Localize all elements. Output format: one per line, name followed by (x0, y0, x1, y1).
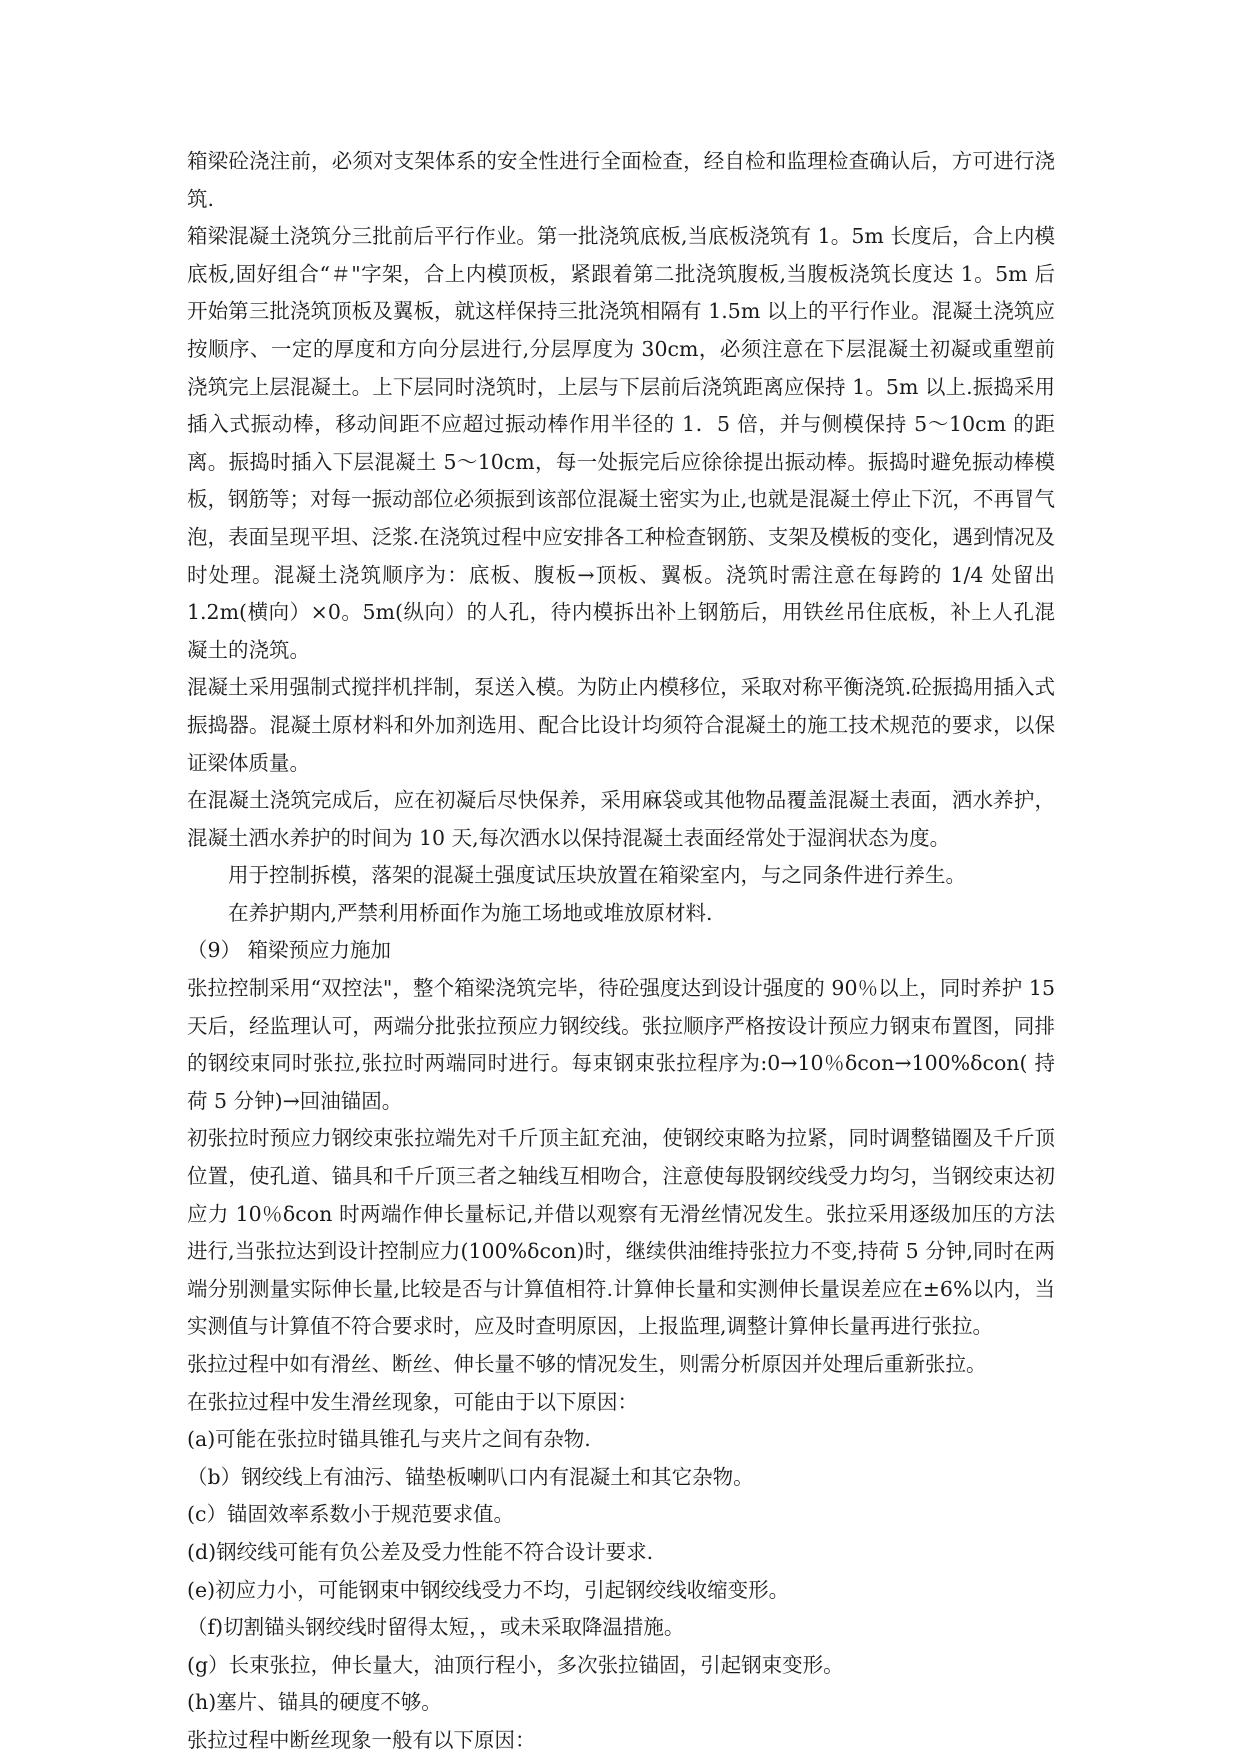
paragraph-tension-control: 张拉控制采用“双控法"，整个箱梁浇筑完毕，待砼强度达到设计强度的 90％以上，同时养护 15 天后，经监理认可，两端分批张拉预应力钢绞线。张拉顺序严格按设计预应力钢束布置图，同排的钢绞束同时张拉,张拉时两端同时进行。每束钢束张拉程序为:0→10％δcon→100%δcon( 持荷 5 分钟)→回油锚固。 (187, 976, 1055, 1113)
paragraph-pouring-sequence: 箱梁混凝土浇筑分三批前后平行作业。第一批浇筑底板,当底板浇筑有 1。5m 长度后，合上内模底板,固好组合“＃"字架，合上内模顶板，紧跟着第二批浇筑腹板,当腹板浇筑长度达 1。5m 后开始第三批浇筑顶板及翼板，就这样保持三批浇筑相隔有 1.5m 以上的平行作业。混凝土浇筑应按顺序、一定的厚度和方向分层进行,分层厚度为 30cm，必须注意在下层混凝土初凝或重塑前浇筑完上层混凝土。上下层同时浇筑时，上层与下层前后浇筑距离应保持 1。5m 以上.振捣采用插入式振动棒，移动间距不应超过振动棒作用半径的 1．5 倍，并与侧模保持 5～10cm 的距离。振捣时插入下层混凝土 5～10cm，每一处振完后应徐徐提出振动棒。振捣时避免振动棒模板，钢筋等；对每一振动部位必须振到该部位混凝土密实为止,也就是混凝土停止下沉，不再冒气泡，表面呈现平坦、泛浆.在浇筑过程中应安排各工种检查钢筋、支架及模板的变化，遇到情况及时处理。混凝土浇筑顺序为：底板、腹板→顶板、翼板。浇筑时需注意在每跨的 1/4 处留出 1.2m(横向）×0。5m(纵向）的人孔，待内模拆出补上钢筋后，用铁丝吊住底板，补上人孔混凝土的浇筑。 (187, 224, 1055, 662)
paragraph-curing: 在混凝土浇筑完成后，应在初凝后尽快保养，采用麻袋或其他物品覆盖混凝土表面，洒水养护，混凝土洒水养护的时间为 10 天,每次洒水以保持混凝土表面经常处于湿润状态为度。 (187, 788, 1055, 850)
paragraph-break-causes-intro: 张拉过程中断丝现象一般有以下原因： (187, 1727, 536, 1752)
document-body (187, 143, 1055, 1760)
list-item-cause-e: (e)初应力小，可能钢束中钢绞线受力不均，引起钢绞线收缩变形。 (187, 1577, 790, 1602)
paragraph-tension-issues: 张拉过程中如有滑丝、断丝、伸长量不够的情况发生，则需分析原因并处理后重新张拉。 (187, 1352, 987, 1376)
paragraph-pouring-inspection: 箱梁砼浇注前，必须对支架体系的安全性进行全面检查，经自检和监理检查确认后，方可进行浇筑. (187, 149, 1055, 211)
paragraph-mixing: 混凝土采用强制式搅拌机拌制，泵送入模。为防止内模移位，采取对称平衡浇筑.砼振捣用插入式振捣器。混凝土原材料和外加剂选用、配合比设计均须符合混凝土的施工技术规范的要求，以保证梁体质量。 (187, 675, 1055, 775)
paragraph-test-blocks: 用于控制拆模，落架的混凝土强度试压块放置在箱梁室内，与之同条件进行养生。 (228, 863, 966, 888)
list-item-cause-f: （f)切割锚头钢绞线时留得太短，，或未采取降温措施。 (187, 1615, 685, 1640)
list-item-cause-b: （b）钢绞线上有油污、锚垫板喇叭口内有混凝土和其它杂物。 (187, 1464, 754, 1489)
paragraph-initial-tension: 初张拉时预应力钢绞束张拉端先对千斤顶主缸充油，使钢绞束略为拉紧，同时调整锚圈及千斤顶位置，使孔道、锚具和千斤顶三者之轴线互相吻合，注意使每股钢绞线受力均匀，当钢绞束达初应力 10％δcon 时两端作伸长量标记,并借以观察有无滑丝情况发生。张拉采用逐级加压的方法进行,当张拉达到设计控制应力(100%δcon)时，继续供油维持张拉力不变,持荷 5 分钟,同时在两端分别测量实际伸长量,比较是否与计算值相符.计算伸长量和实测伸长量误差应在±6%以内，当实测值与计算值不符合要求时，应及时查明原因，上报监理,调整计算伸长量再进行张拉。 (187, 1126, 1055, 1339)
list-item-cause-a: (a)可能在张拉时锚具锥孔与夹片之间有杂物. (187, 1427, 591, 1452)
list-item-cause-h: (h)塞片、锚具的硬度不够。 (187, 1690, 442, 1715)
paragraph-curing-restriction: 在养护期内,严禁利用桥面作为施工场地或堆放原材料. (228, 900, 713, 925)
list-item-cause-g: (g）长束张拉，伸长量大，油顶行程小，多次张拉锚固，引起钢束变形。 (187, 1652, 844, 1677)
list-item-cause-d: (d)钢绞线可能有负公差及受力性能不符合设计要求. (187, 1539, 654, 1564)
list-item-cause-c: (c）锚固效率系数小于规范要求值。 (187, 1502, 514, 1527)
section-heading-prestress: （9） 箱梁预应力施加 (187, 938, 392, 963)
paragraph-slip-causes-intro: 在张拉过程中发生滑丝现象，可能由于以下原因： (187, 1389, 638, 1414)
